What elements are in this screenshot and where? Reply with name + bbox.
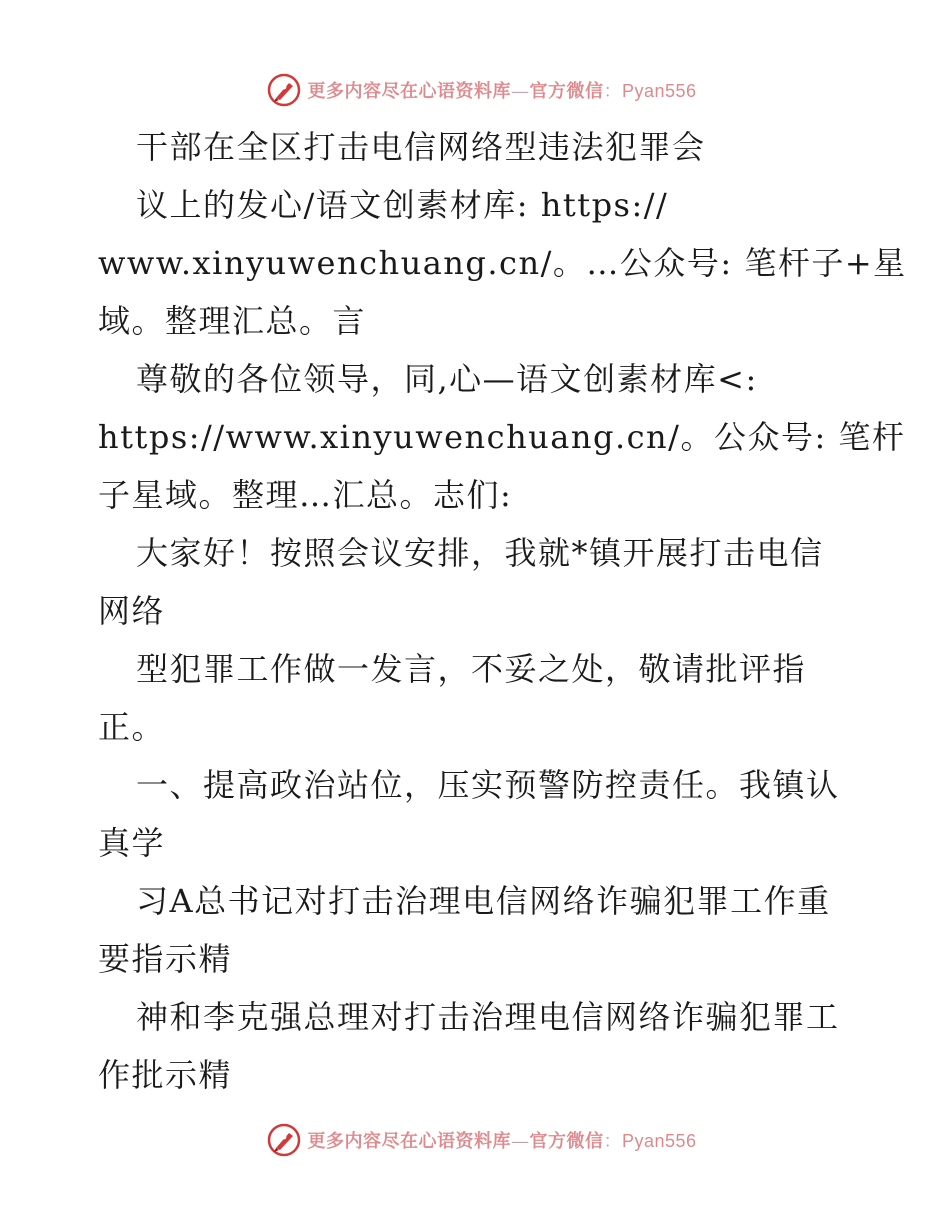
header-banner-text	[307, 77, 696, 103]
footer-watermark-banner	[0, 1120, 950, 1160]
header-watermark-banner	[0, 70, 950, 110]
footer-banner-dash: —	[510, 1131, 530, 1152]
body-line: 习A总书记对打击治理电信网络诈骗犯罪工作重	[136, 882, 831, 920]
body-line: 尊敬的各位领导，同,心—语文创素材库<:	[136, 360, 758, 398]
body-line: 作批示精	[98, 1056, 233, 1094]
header-banner-dash: —	[510, 81, 530, 102]
footer-banner-text	[307, 1127, 696, 1153]
footer-banner-wechat-label: 官方微信	[529, 1131, 604, 1152]
footer-banner-handle: Pyan556	[621, 1131, 697, 1151]
body-line: 要指示精	[98, 940, 233, 978]
body-line: 一、提高政治站位，压实预警防控责任。我镇认	[136, 766, 840, 804]
footer-banner-main: 更多内容尽在心语资料库	[307, 1131, 511, 1152]
body-line: 干部在全区打击电信网络型违法犯罪会	[136, 128, 706, 166]
body-line: 子星域。整理…汇总。志们:	[98, 476, 513, 514]
body-line: 大家好！按照会议安排，我就*镇开展打击电信	[136, 534, 824, 572]
body-line: 网络	[98, 592, 166, 630]
body-line: 型犯罪工作做一发言，不妥之处，敬请批评指	[136, 650, 807, 688]
body-line: 真学	[98, 824, 166, 862]
footer-banner-separator: ：	[603, 1131, 622, 1152]
header-banner-wechat-label: 官方微信	[529, 81, 604, 102]
document-body	[98, 118, 907, 1104]
body-line: https://www.xinyuwenchuang.cn/。公众号: 笔杆	[98, 418, 906, 456]
header-banner-separator: ：	[603, 81, 622, 102]
pen-logo-icon	[267, 73, 301, 107]
body-line: 神和李克强总理对打击治理电信网络诈骗犯罪工	[136, 998, 840, 1036]
header-banner-main: 更多内容尽在心语资料库	[307, 81, 511, 102]
body-line: 正。	[98, 708, 166, 746]
pen-logo-icon	[267, 1123, 301, 1157]
body-line: 域。整理汇总。言	[98, 302, 367, 340]
body-line: 议上的发心/语文创素材库: https://	[136, 186, 669, 224]
body-line: www.xinyuwenchuang.cn/。…公众号: 笔杆子+星	[98, 244, 907, 282]
header-banner-handle: Pyan556	[621, 81, 697, 101]
